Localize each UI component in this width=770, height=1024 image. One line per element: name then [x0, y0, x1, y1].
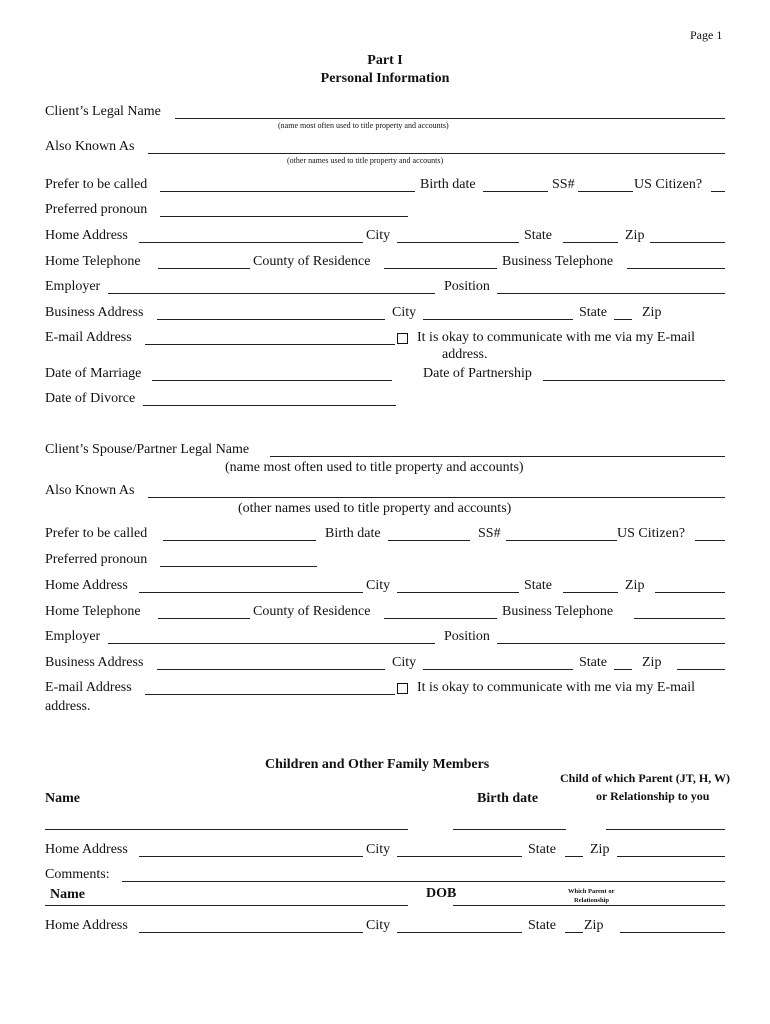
client-marriage-field[interactable] — [152, 380, 392, 381]
client-pronoun-label: Preferred pronoun — [45, 202, 148, 217]
spouse-citizen-label: US Citizen? — [617, 526, 686, 541]
child-1-city-field[interactable] — [397, 856, 522, 857]
spouse-bus-zip-field[interactable] — [677, 669, 725, 670]
client-birth-label: Birth date — [420, 177, 476, 192]
spouse-legal-name-label: Client’s Spouse/Partner Legal Name — [45, 442, 250, 457]
spouse-email-field[interactable] — [145, 694, 395, 695]
spouse-aka-label: Also Known As — [45, 483, 135, 498]
child-1-comments-field[interactable] — [122, 881, 725, 882]
client-state-label: State — [524, 228, 552, 243]
spouse-bus-state-label: State — [579, 655, 607, 670]
child-1-parent-field[interactable] — [606, 829, 725, 830]
part-heading: Part I — [367, 53, 403, 68]
spouse-prefer-label: Prefer to be called — [45, 526, 148, 541]
child-2-parent-label: Which Parent or — [568, 888, 615, 895]
spouse-city-label: City — [366, 578, 391, 593]
spouse-prefer-field[interactable] — [163, 540, 316, 541]
client-pronoun-field[interactable] — [160, 216, 408, 217]
child-2-parent-field[interactable] — [566, 905, 725, 906]
client-bus-address-field[interactable] — [157, 319, 385, 320]
child-1-zip-field[interactable] — [617, 856, 725, 857]
spouse-bus-address-label: Business Address — [45, 655, 144, 670]
client-ss-label: SS# — [552, 177, 575, 192]
spouse-aka-field[interactable] — [148, 497, 725, 498]
spouse-state-label: State — [524, 578, 552, 593]
child-1-state-field[interactable] — [565, 856, 583, 857]
spouse-aka-note: (other names used to title property and accounts) — [238, 501, 512, 516]
child-2-dob-label: DOB — [426, 886, 457, 901]
child-1-home-address-label: Home Address — [45, 842, 128, 857]
spouse-email-checkbox[interactable] — [397, 683, 408, 694]
spouse-bus-zip-label: Zip — [642, 655, 662, 670]
client-bus-zip-label: Zip — [642, 305, 662, 320]
parent-column-header: Child of which Parent (JT, H, W) — [560, 771, 731, 785]
client-zip-label: Zip — [625, 228, 645, 243]
spouse-position-label: Position — [444, 629, 490, 644]
client-divorce-label: Date of Divorce — [45, 391, 136, 406]
client-employer-label: Employer — [45, 279, 101, 294]
client-prefer-label: Prefer to be called — [45, 177, 148, 192]
spouse-county-field[interactable] — [384, 618, 497, 619]
client-bus-state-field[interactable] — [614, 319, 632, 320]
spouse-zip-field[interactable] — [655, 592, 725, 593]
child-2-home-address-field[interactable] — [139, 932, 363, 933]
spouse-pronoun-label: Preferred pronoun — [45, 552, 148, 567]
client-partnership-label: Date of Partnership — [423, 366, 532, 381]
client-birth-field[interactable] — [483, 191, 548, 192]
spouse-email-label: E-mail Address — [45, 680, 132, 695]
child-2-home-address-label: Home Address — [45, 918, 128, 933]
parent-column-header-2: or Relationship to you — [596, 789, 710, 803]
spouse-home-address-field[interactable] — [139, 592, 363, 593]
name-column-header: Name — [45, 791, 80, 806]
client-email-field[interactable] — [145, 344, 395, 345]
client-home-address-field[interactable] — [139, 242, 363, 243]
spouse-bus-city-field[interactable] — [423, 669, 573, 670]
client-aka-field[interactable] — [148, 153, 725, 154]
client-county-label: County of Residence — [253, 254, 371, 269]
client-ss-field[interactable] — [578, 191, 633, 192]
client-partnership-field[interactable] — [543, 380, 725, 381]
client-email-consent-text-2: address. — [442, 347, 488, 362]
spouse-ss-label: SS# — [478, 526, 501, 541]
client-email-checkbox[interactable] — [397, 333, 408, 344]
spouse-citizen-field[interactable] — [695, 540, 725, 541]
child-1-city-label: City — [366, 842, 391, 857]
spouse-state-field[interactable] — [563, 592, 618, 593]
spouse-home-tel-label: Home Telephone — [45, 604, 141, 619]
client-citizen-field[interactable] — [711, 191, 725, 192]
client-position-label: Position — [444, 279, 490, 294]
spouse-bus-tel-label: Business Telephone — [502, 604, 614, 619]
spouse-bus-city-label: City — [392, 655, 417, 670]
child-2-city-field[interactable] — [397, 932, 522, 933]
spouse-email-consent-text: It is okay to communicate with me via my E-mail — [417, 680, 695, 695]
spouse-legal-name-note: (name most often used to title property and accounts) — [225, 460, 524, 475]
spouse-bus-address-field[interactable] — [157, 669, 385, 670]
client-state-field[interactable] — [563, 242, 618, 243]
client-aka-note: (other names used to title property and accounts) — [287, 156, 444, 165]
section-title: Personal Information — [320, 71, 450, 86]
client-bus-tel-label: Business Telephone — [502, 254, 614, 269]
spouse-ss-field[interactable] — [506, 540, 617, 541]
spouse-bus-tel-field[interactable] — [634, 618, 725, 619]
client-position-field[interactable] — [497, 293, 725, 294]
child-1-birth-field[interactable] — [453, 829, 566, 830]
client-bus-city-label: City — [392, 305, 417, 320]
client-email-consent-text: It is okay to communicate with me via my E-mail — [417, 330, 695, 345]
spouse-county-label: County of Residence — [253, 604, 371, 619]
child-2-zip-label: Zip — [584, 918, 604, 933]
client-legal-name-field[interactable] — [175, 118, 725, 119]
client-email-label: E-mail Address — [45, 330, 132, 345]
client-bus-city-field[interactable] — [423, 319, 573, 320]
client-marriage-label: Date of Marriage — [45, 366, 142, 381]
spouse-city-field[interactable] — [397, 592, 519, 593]
client-aka-label: Also Known As — [45, 139, 135, 154]
child-2-name-label: Name — [50, 887, 85, 902]
client-prefer-field[interactable] — [160, 191, 415, 192]
spouse-home-tel-field[interactable] — [158, 618, 250, 619]
spouse-birth-label: Birth date — [325, 526, 381, 541]
client-bus-address-label: Business Address — [45, 305, 144, 320]
child-2-name-field[interactable] — [45, 905, 408, 906]
child-2-dob-field[interactable] — [453, 905, 566, 906]
birth-column-header: Birth date — [477, 791, 539, 806]
children-section-title: Children and Other Family Members — [265, 757, 490, 772]
client-zip-field[interactable] — [650, 242, 725, 243]
child-2-zip-field[interactable] — [620, 932, 725, 933]
client-legal-name-label: Client’s Legal Name — [45, 104, 161, 119]
spouse-home-address-label: Home Address — [45, 578, 128, 593]
client-home-tel-label: Home Telephone — [45, 254, 141, 269]
child-2-state-label: State — [528, 918, 556, 933]
client-legal-name-note: (name most often used to title property and accounts) — [278, 121, 449, 130]
client-city-field[interactable] — [397, 242, 519, 243]
client-employer-field[interactable] — [108, 293, 435, 294]
client-divorce-field[interactable] — [143, 405, 396, 406]
spouse-legal-name-field[interactable] — [270, 456, 725, 457]
client-county-field[interactable] — [384, 268, 497, 269]
client-bus-tel-field[interactable] — [627, 268, 725, 269]
spouse-employer-label: Employer — [45, 629, 101, 644]
spouse-position-field[interactable] — [497, 643, 725, 644]
child-1-name-field[interactable] — [45, 829, 408, 830]
client-city-label: City — [366, 228, 391, 243]
spouse-employer-field[interactable] — [108, 643, 435, 644]
client-home-address-label: Home Address — [45, 228, 128, 243]
spouse-birth-field[interactable] — [388, 540, 470, 541]
child-1-home-address-field[interactable] — [139, 856, 363, 857]
child-2-parent-label-2: Relationship — [574, 897, 610, 904]
child-1-comments-label: Comments: — [45, 867, 110, 882]
spouse-bus-state-field[interactable] — [614, 669, 632, 670]
spouse-pronoun-field[interactable] — [160, 566, 317, 567]
child-2-state-field[interactable] — [565, 932, 583, 933]
spouse-email-consent-text-2: address. — [45, 699, 91, 714]
page-number: Page 1 — [690, 28, 723, 42]
spouse-zip-label: Zip — [625, 578, 645, 593]
client-home-tel-field[interactable] — [158, 268, 250, 269]
child-2-city-label: City — [366, 918, 391, 933]
client-citizen-label: US Citizen? — [634, 177, 703, 192]
child-1-zip-label: Zip — [590, 842, 610, 857]
client-bus-state-label: State — [579, 305, 607, 320]
child-1-state-label: State — [528, 842, 556, 857]
